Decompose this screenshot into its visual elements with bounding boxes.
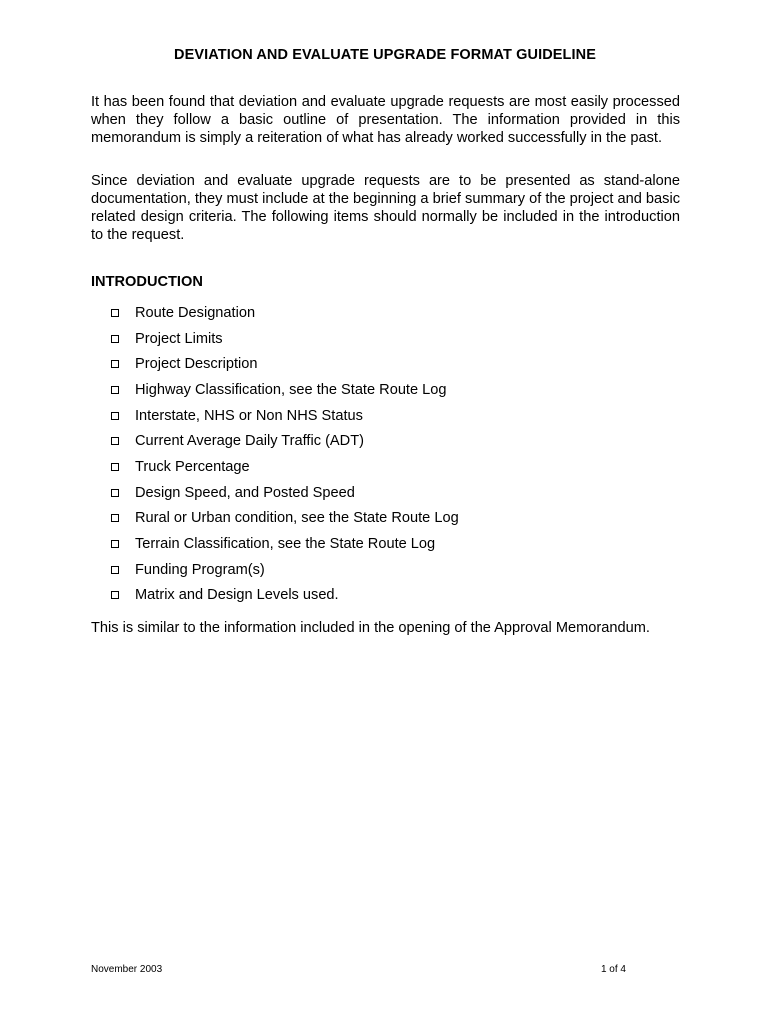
square-bullet-icon [111,335,119,343]
list-item-text: Matrix and Design Levels used. [135,587,339,604]
list-item [110,531,459,557]
list-item-text: Project Limits [135,330,223,347]
list-item-text: Design Speed, and Posted Speed [135,484,355,501]
square-bullet-icon [111,591,119,599]
list-item [110,377,459,403]
list-item [110,480,459,506]
square-bullet-icon [111,360,119,368]
list-item [110,403,459,429]
square-bullet-icon [111,386,119,394]
list-item [110,583,459,609]
list-item-text: Current Average Daily Traffic (ADT) [135,433,364,450]
list-item [110,506,459,532]
list-item-text: Rural or Urban condition, see the State Route Log [135,510,459,527]
square-bullet-icon [111,463,119,471]
square-bullet-icon [111,540,119,548]
list-item-text: Terrain Classification, see the State Route Log [135,536,436,553]
footer-page-number: 1 of 4 [600,964,626,975]
list-item [110,557,459,583]
square-bullet-icon [111,514,119,522]
introduction-list [110,300,459,608]
list-item [110,300,459,326]
list-item-text: Highway Classification, see the State Route Log [135,381,447,398]
list-item [110,428,459,454]
square-bullet-icon [111,309,119,317]
list-item-text: Truck Percentage [135,458,250,475]
square-bullet-icon [111,489,119,497]
list-item [110,351,459,377]
list-item-text: Project Description [135,356,258,373]
list-item-text: Interstate, NHS or Non NHS Status [135,407,363,424]
closing-paragraph: This is similar to the information included in the opening of the Approval Memorandum. [91,620,650,636]
section-heading: INTRODUCTION [91,274,203,290]
square-bullet-icon [111,437,119,445]
list-item-text: Route Designation [135,304,256,321]
square-bullet-icon [111,566,119,574]
square-bullet-icon [111,412,119,420]
document-title: DEVIATION AND EVALUATE UPGRADE FORMAT GUIDELINE [174,47,596,63]
list-item [110,454,459,480]
intro-paragraph-1: It has been found that deviation and evaluate upgrade requests are most easily processed when they follow a basic outline of presentation. The information provided in this memorandum is simply a reiteration of what has already worked successfully in the past. [91,94,680,146]
list-item-text: Funding Program(s) [135,561,265,578]
footer-date: November 2003 [91,964,163,975]
list-item [110,326,459,352]
intro-paragraph-2: Since deviation and evaluate upgrade requests are to be presented as stand-alone documentation, they must include at the beginning a brief summary of the project and basic related design criteria. The following items should normally be included in the introduction to the request. [91,173,680,243]
